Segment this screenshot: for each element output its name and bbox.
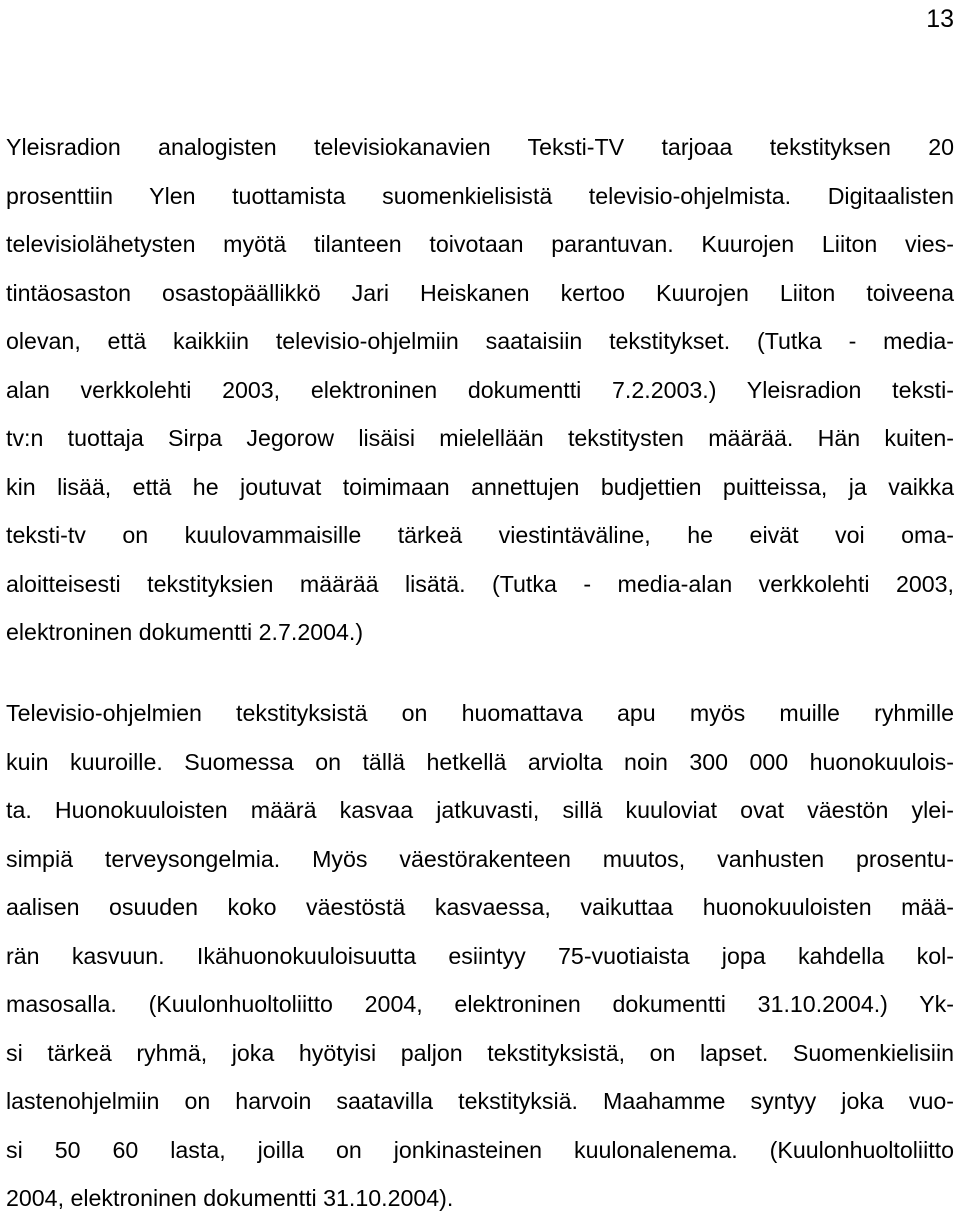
text-line: 2004, elektroninen dokumentti 31.10.2004). (6, 1185, 454, 1211)
text-line: teksti-tv on kuulovammaisille tärkeä viestintäväline, he eivät voi oma- (6, 522, 954, 548)
text-line: tv:n tuottaja Sirpa Jegorow lisäisi mielellään tekstitysten määrää. Hän kuiten- (6, 425, 954, 451)
paragraph-2 (6, 689, 954, 1223)
text-line: olevan, että kaikkiin televisio-ohjelmiin saataisiin tekstitykset. (Tutka - media- (6, 328, 954, 354)
text-line: elektroninen dokumentti 2.7.2004.) (6, 619, 364, 645)
text-line: alan verkkolehti 2003, elektroninen dokumentti 7.2.2003.) Yleisradion teksti- (6, 376, 954, 403)
text-line: tintäosaston osastopäällikkö Jari Heiskanen kertoo Kuurojen Liiton toiveena (6, 279, 954, 306)
text-line: aloitteisesti tekstityksien määrää lisätä. (Tutka - media-alan verkkolehti 2003, (6, 570, 954, 597)
text-line: ta. Huonokuuloisten määrä kasvaa jatkuvasti, sillä kuuloviat ovat väestön ylei- (6, 797, 954, 823)
text-line: masosalla. (Kuulonhuoltoliitto 2004, elektroninen dokumentti 31.10.2004.) Yk- (6, 991, 954, 1017)
text-line: televisiolähetysten myötä tilanteen toivotaan parantuvan. Kuurojen Liiton vies- (6, 231, 954, 257)
text-line: prosenttiin Ylen tuottamista suomenkielisistä televisio-ohjelmista. Digitaalisten (6, 182, 954, 209)
paragraph-1 (6, 123, 954, 657)
text-line: lastenohjelmiin on harvoin saatavilla tekstityksiä. Maahamme syntyy joka vuo- (6, 1088, 954, 1114)
text-line: si tärkeä ryhmä, joka hyötyisi paljon tekstityksistä, on lapset. Suomenkielisiin (6, 1039, 954, 1066)
text-line: aalisen osuuden koko väestöstä kasvaessa, vaikuttaa huonokuuloisten mää- (6, 894, 954, 920)
text-line: Yleisradion analogisten televisiokanavien Teksti-TV tarjoaa tekstityksen 20 (6, 134, 954, 160)
page-number: 13 (926, 5, 954, 33)
text-line: Televisio-ohjelmien tekstityksistä on huomattava apu myös muille ryhmille (6, 700, 954, 726)
text-line: rän kasvuun. Ikähuonokuuloisuutta esiintyy 75-vuotiaista jopa kahdella kol- (6, 942, 954, 969)
text-line: kuin kuuroille. Suomessa on tällä hetkellä arviolta noin 300 000 huonokuulois- (6, 748, 954, 775)
text-line: kin lisää, että he joutuvat toimimaan annettujen budjettien puitteissa, ja vaikka (6, 473, 954, 500)
text-line: si 50 60 lasta, joilla on jonkinasteinen kuulonalenema. (Kuulonhuoltoliitto (6, 1136, 954, 1163)
text-line: simpiä terveysongelmia. Myös väestörakenteen muutos, vanhusten prosentu- (6, 845, 954, 872)
